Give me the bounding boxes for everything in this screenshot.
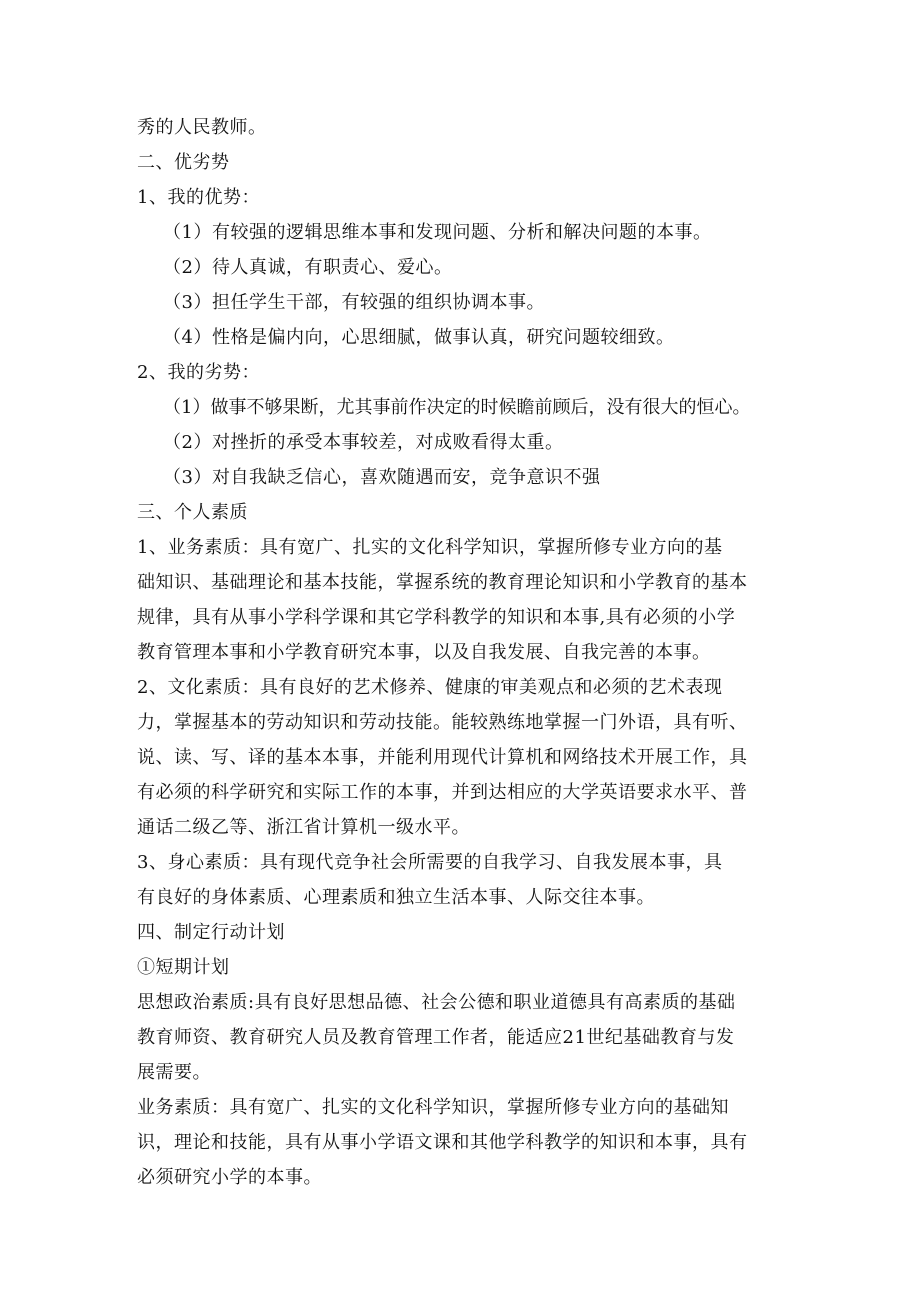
- culture-quality-line: 有必须的科学研究和实际工作的本事，并到达相应的大学英语要求水平、普: [137, 782, 748, 803]
- culture-quality-line: 2、文化素质：具有良好的艺术修养、健康的审美观点和必须的艺术表现: [137, 677, 723, 698]
- business-quality-line: 1、业务素质：具有宽广、扎实的文化科学知识，掌握所修专业方向的基: [137, 537, 723, 558]
- culture-quality-line: 通话二级乙等、浙江省计算机一级水平。: [137, 817, 470, 838]
- strength-item-1: （1）有较强的逻辑思维本事和发现问题、分析和解决问题的本事。: [163, 222, 712, 243]
- mind-quality-line: 3、身心素质：具有现代竞争社会所需要的自我学习、自我发展本事，具: [137, 852, 723, 873]
- weakness-item-2: （2）对挫折的承受本事较差，对成败看得太重。: [163, 432, 564, 453]
- ideology-quality-line: 思想政治素质:具有良好思想品德、社会公德和职业道德具有高素质的基础: [137, 992, 736, 1013]
- strength-item-2: （2）待人真诚，有职责心、爱心。: [163, 257, 453, 278]
- weaknesses-heading: 2、我的劣势：: [137, 362, 260, 383]
- short-term-plan-heading: ①短期计划: [137, 957, 230, 978]
- culture-quality-line: 说、读、写、译的基本本事，并能利用现代计算机和网络技术开展工作，具: [137, 747, 748, 768]
- culture-quality-line: 力，掌握基本的劳动知识和劳动技能。能较熟练地掌握一门外语，具有听、: [137, 712, 748, 733]
- weakness-item-3: （3）对自我缺乏信心，喜欢随遇而安，竞争意识不强: [163, 467, 601, 488]
- business-quality-2-line: 业务素质：具有宽广、扎实的文化科学知识，掌握所修专业方向的基础知: [137, 1097, 729, 1118]
- business-quality-line: 规律，具有从事小学科学课和其它学科教学的知识和本事,具有必须的小学: [137, 607, 736, 628]
- business-quality-line: 教育管理本事和小学教育研究本事，以及自我发展、自我完善的本事。: [137, 642, 711, 663]
- section-2-heading: 二、优劣势: [137, 152, 230, 173]
- business-quality-2-line: 识，理论和技能，具有从事小学语文课和其他学科教学的知识和本事，具有: [137, 1132, 748, 1153]
- mind-quality-line: 有良好的身体素质、心理素质和独立生活本事、人际交往本事。: [137, 887, 655, 908]
- strengths-heading: 1、我的优势：: [137, 187, 260, 208]
- section-3-heading: 三、个人素质: [137, 502, 248, 523]
- ideology-quality-line: 教育师资、教育研究人员及教育管理工作者，能适应21世纪基础教育与发: [137, 1027, 735, 1048]
- strength-item-3: （3）担任学生干部，有较强的组织协调本事。: [163, 292, 545, 313]
- ideology-quality-line: 展需要。: [137, 1062, 211, 1083]
- business-quality-line: 础知识、基础理论和基本技能，掌握系统的教育理论知识和小学教育的基本: [137, 572, 748, 593]
- section-4-heading: 四、制定行动计划: [137, 922, 285, 943]
- business-quality-2-line: 必须研究小学的本事。: [137, 1167, 322, 1188]
- paragraph-intro-tail: 秀的人民教师。: [137, 117, 267, 138]
- weakness-item-1: （1）做事不够果断，尤其事前作决定的时候瞻前顾后，没有很大的恒心。: [163, 397, 751, 418]
- strength-item-4: （4）性格是偏内向，心思细腻，做事认真，研究问题较细致。: [163, 327, 675, 348]
